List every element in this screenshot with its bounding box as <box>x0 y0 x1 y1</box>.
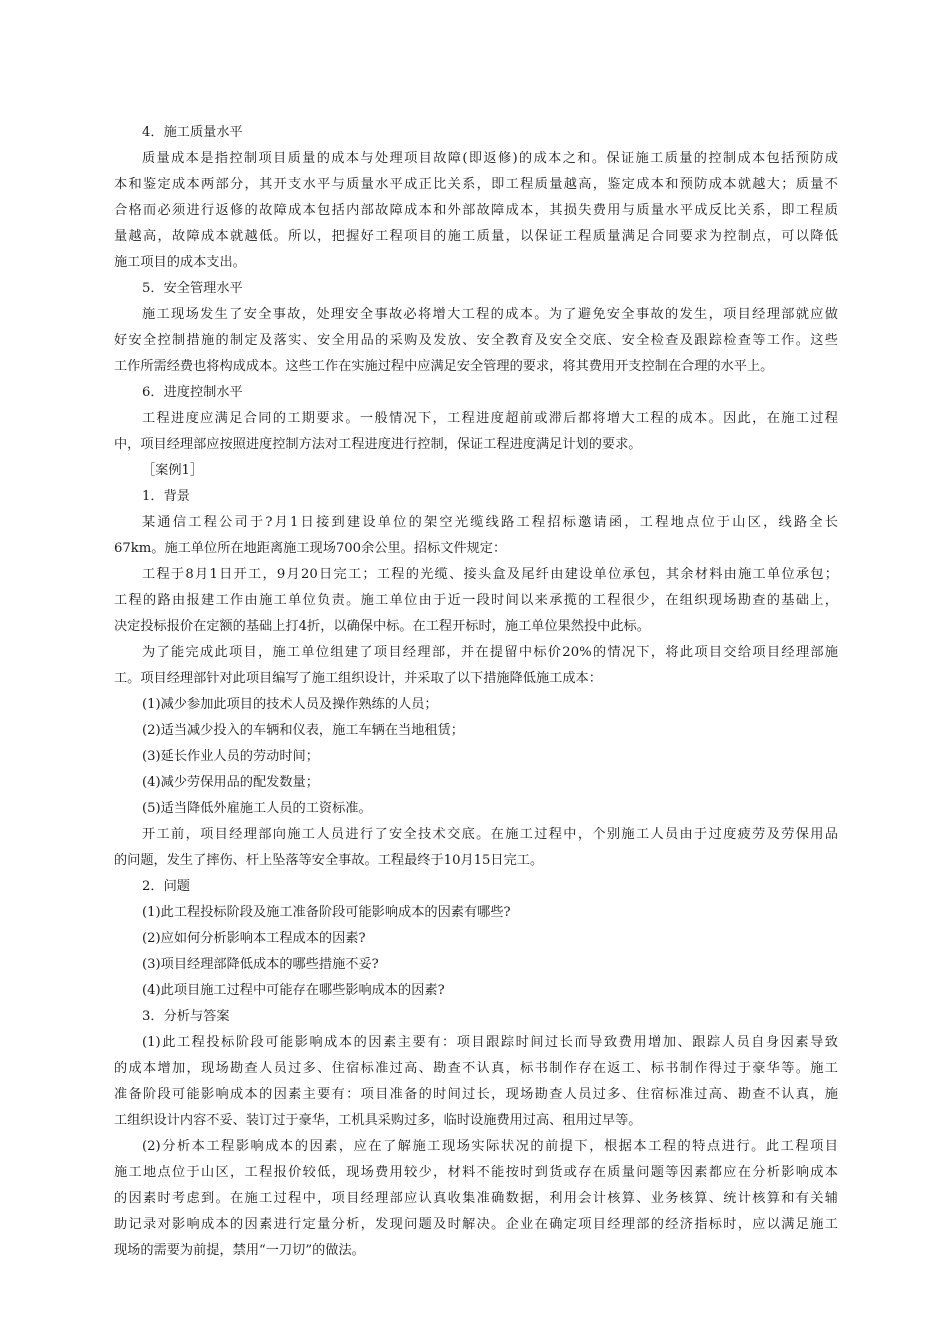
paragraph-line: 某通信工程公司于?月1日接到建设单位的架空光缆线路工程招标邀请函，工程地点位于山区，线路全长 <box>142 515 838 530</box>
section-heading-line: (4)减少劳保用品的配发数量； <box>142 775 319 790</box>
paragraph-line: 质量成本是指控制项目质量的成本与处理项目故障(即返修)的成本之和。保证施工质量的控制成本包括预防成 <box>142 151 838 166</box>
paragraph-line: 工程的路由报建工作由施工单位负责。施工单位由于近一段时间以来承揽的工程很少，在组织现场勘查的基础上， <box>114 593 838 608</box>
section-heading-line: 5．安全管理水平 <box>142 281 243 296</box>
paragraph-line: 好安全控制措施的制定及落实、安全用品的采购及发放、安全教育及安全交底、安全检查及跟踪检查等工作。这些 <box>114 333 838 348</box>
paragraph-line: 合格而必须进行返修的故障成本包括内部故障成本和外部故障成本，其损失费用与质量水平成反比关系，即工程质 <box>114 203 838 218</box>
paragraph-line: 工程进度应满足合同的工期要求。一般情况下，工程进度超前或滞后都将增大工程的成本。因此，在施工过程 <box>142 411 838 426</box>
paragraph-line: 为了能完成此项目，施工单位组建了项目经理部，并在提留中标价20%的情况下，将此项目交给项目经理部施 <box>142 645 838 660</box>
section-heading-line: ［案例1］ <box>142 463 204 478</box>
section-heading-line: 6．进度控制水平 <box>142 385 243 400</box>
paragraph-line: 现场的需要为前提，禁用“一刀切”的做法。 <box>114 1243 365 1258</box>
document-body <box>114 120 838 1264</box>
paragraph-line: (1)此工程投标阶段可能影响成本的因素主要有：项目跟踪时间过长而导致费用增加、跟踪人员自身因素导致 <box>142 1035 838 1050</box>
paragraph-line: 的问题，发生了摔伤、杆上坠落等安全事故。工程最终于10月15日完工。 <box>114 853 544 868</box>
paragraph-line: 67km。施工单位所在地距离施工现场700余公里。招标文件规定： <box>114 541 507 556</box>
paragraph-line: 工作所需经费也将构成成本。这些工作在实施过程中应满足安全管理的要求，将其费用开支控制在合理的水平上。 <box>114 359 774 374</box>
section-heading-line: 4．施工质量水平 <box>142 125 243 140</box>
section-heading-line: (3)延长作业人员的劳动时间； <box>142 749 319 764</box>
paragraph-line: 的成本增加，现场勘查人员过多、住宿标准过高、勘查不认真，标书制作存在返工、标书制作得过于豪华等。施工 <box>114 1061 838 1076</box>
paragraph-line: 准备阶段可能影响成本的因素主要有：项目准备的时间过长，现场勘查人员过多、住宿标准过高、勘查不认真，施 <box>114 1087 838 1102</box>
paragraph-line: 施工地点位于山区，工程报价较低，现场费用较少，材料不能按时到货或存在质量问题等因素都应在分析影响成本 <box>114 1165 838 1180</box>
paragraph-line: 决定投标报价在定额的基础上打4折，以确保中标。在工程开标时，施工单位果然投中此标。 <box>114 619 650 634</box>
paragraph-line: 施工现场发生了安全事故，处理安全事故必将增大工程的成本。为了避免安全事故的发生，项目经理部就应做 <box>142 307 838 322</box>
paragraph-line: 工。项目经理部针对此项目编写了施工组织设计，并采取了以下措施降低施工成本： <box>114 671 602 686</box>
section-heading-line: (2)应如何分析影响本工程成本的因素? <box>142 931 366 946</box>
paragraph-line: 的因素时考虑到。在施工过程中，项目经理部应认真收集准确数据，利用会计核算、业务核算、统计核算和有关辅 <box>114 1191 838 1206</box>
section-heading-line: (1)减少参加此项目的技术人员及操作熟练的人员； <box>142 697 438 712</box>
paragraph-line: 施工项目的成本支出。 <box>114 255 246 270</box>
section-heading-line: (3)项目经理部降低成本的哪些措施不妥? <box>142 957 379 972</box>
paragraph-line: 量越高，故障成本就越低。所以，把握好工程项目的施工质量，以保证工程质量满足合同要求为控制点，可以降低 <box>114 229 838 244</box>
section-heading-line: 1．背景 <box>142 489 190 504</box>
paragraph-line: 中，项目经理部应按照进度控制方法对工程进度进行控制，保证工程进度满足计划的要求。 <box>114 437 642 452</box>
paragraph-line: (2)分析本工程影响成本的因素，应在了解施工现场实际状况的前提下，根据本工程的特点进行。此工程项目 <box>142 1139 838 1154</box>
section-heading-line: (2)适当减少投入的车辆和仪表，施工车辆在当地租赁； <box>142 723 464 738</box>
paragraph-line: 本和鉴定成本两部分，其开支水平与质量水平成正比关系，即工程质量越高，鉴定成本和预防成本就越大；质量不 <box>114 177 838 192</box>
section-heading-line: (1)此工程投标阶段及施工准备阶段可能影响成本的因素有哪些? <box>142 905 511 920</box>
paragraph-line: 开工前，项目经理部向施工人员进行了安全技术交底。在施工过程中，个别施工人员由于过度疲劳及劳保用品 <box>142 827 838 842</box>
paragraph-line: 助记录对影响成本的因素进行定量分析，发现问题及时解决。企业在确定项目经理部的经济指标时，应以满足施工 <box>114 1217 838 1232</box>
section-heading-line: (5)适当降低外雇施工人员的工资标准。 <box>142 801 372 816</box>
section-heading-line: 3．分析与答案 <box>142 1009 230 1024</box>
paragraph-line: 工程于8月1日开工，9月20日完工；工程的光缆、接头盒及尾纤由建设单位承包，其余材料由施工单位承包； <box>142 567 838 582</box>
section-heading-line: (4)此项目施工过程中可能存在哪些影响成本的因素? <box>142 983 445 998</box>
section-heading-line: 2．问题 <box>142 879 190 894</box>
paragraph-line: 工组织设计内容不妥、装订过于豪华，工机具采购过多，临时设施费用过高、租用过早等。 <box>114 1113 642 1128</box>
